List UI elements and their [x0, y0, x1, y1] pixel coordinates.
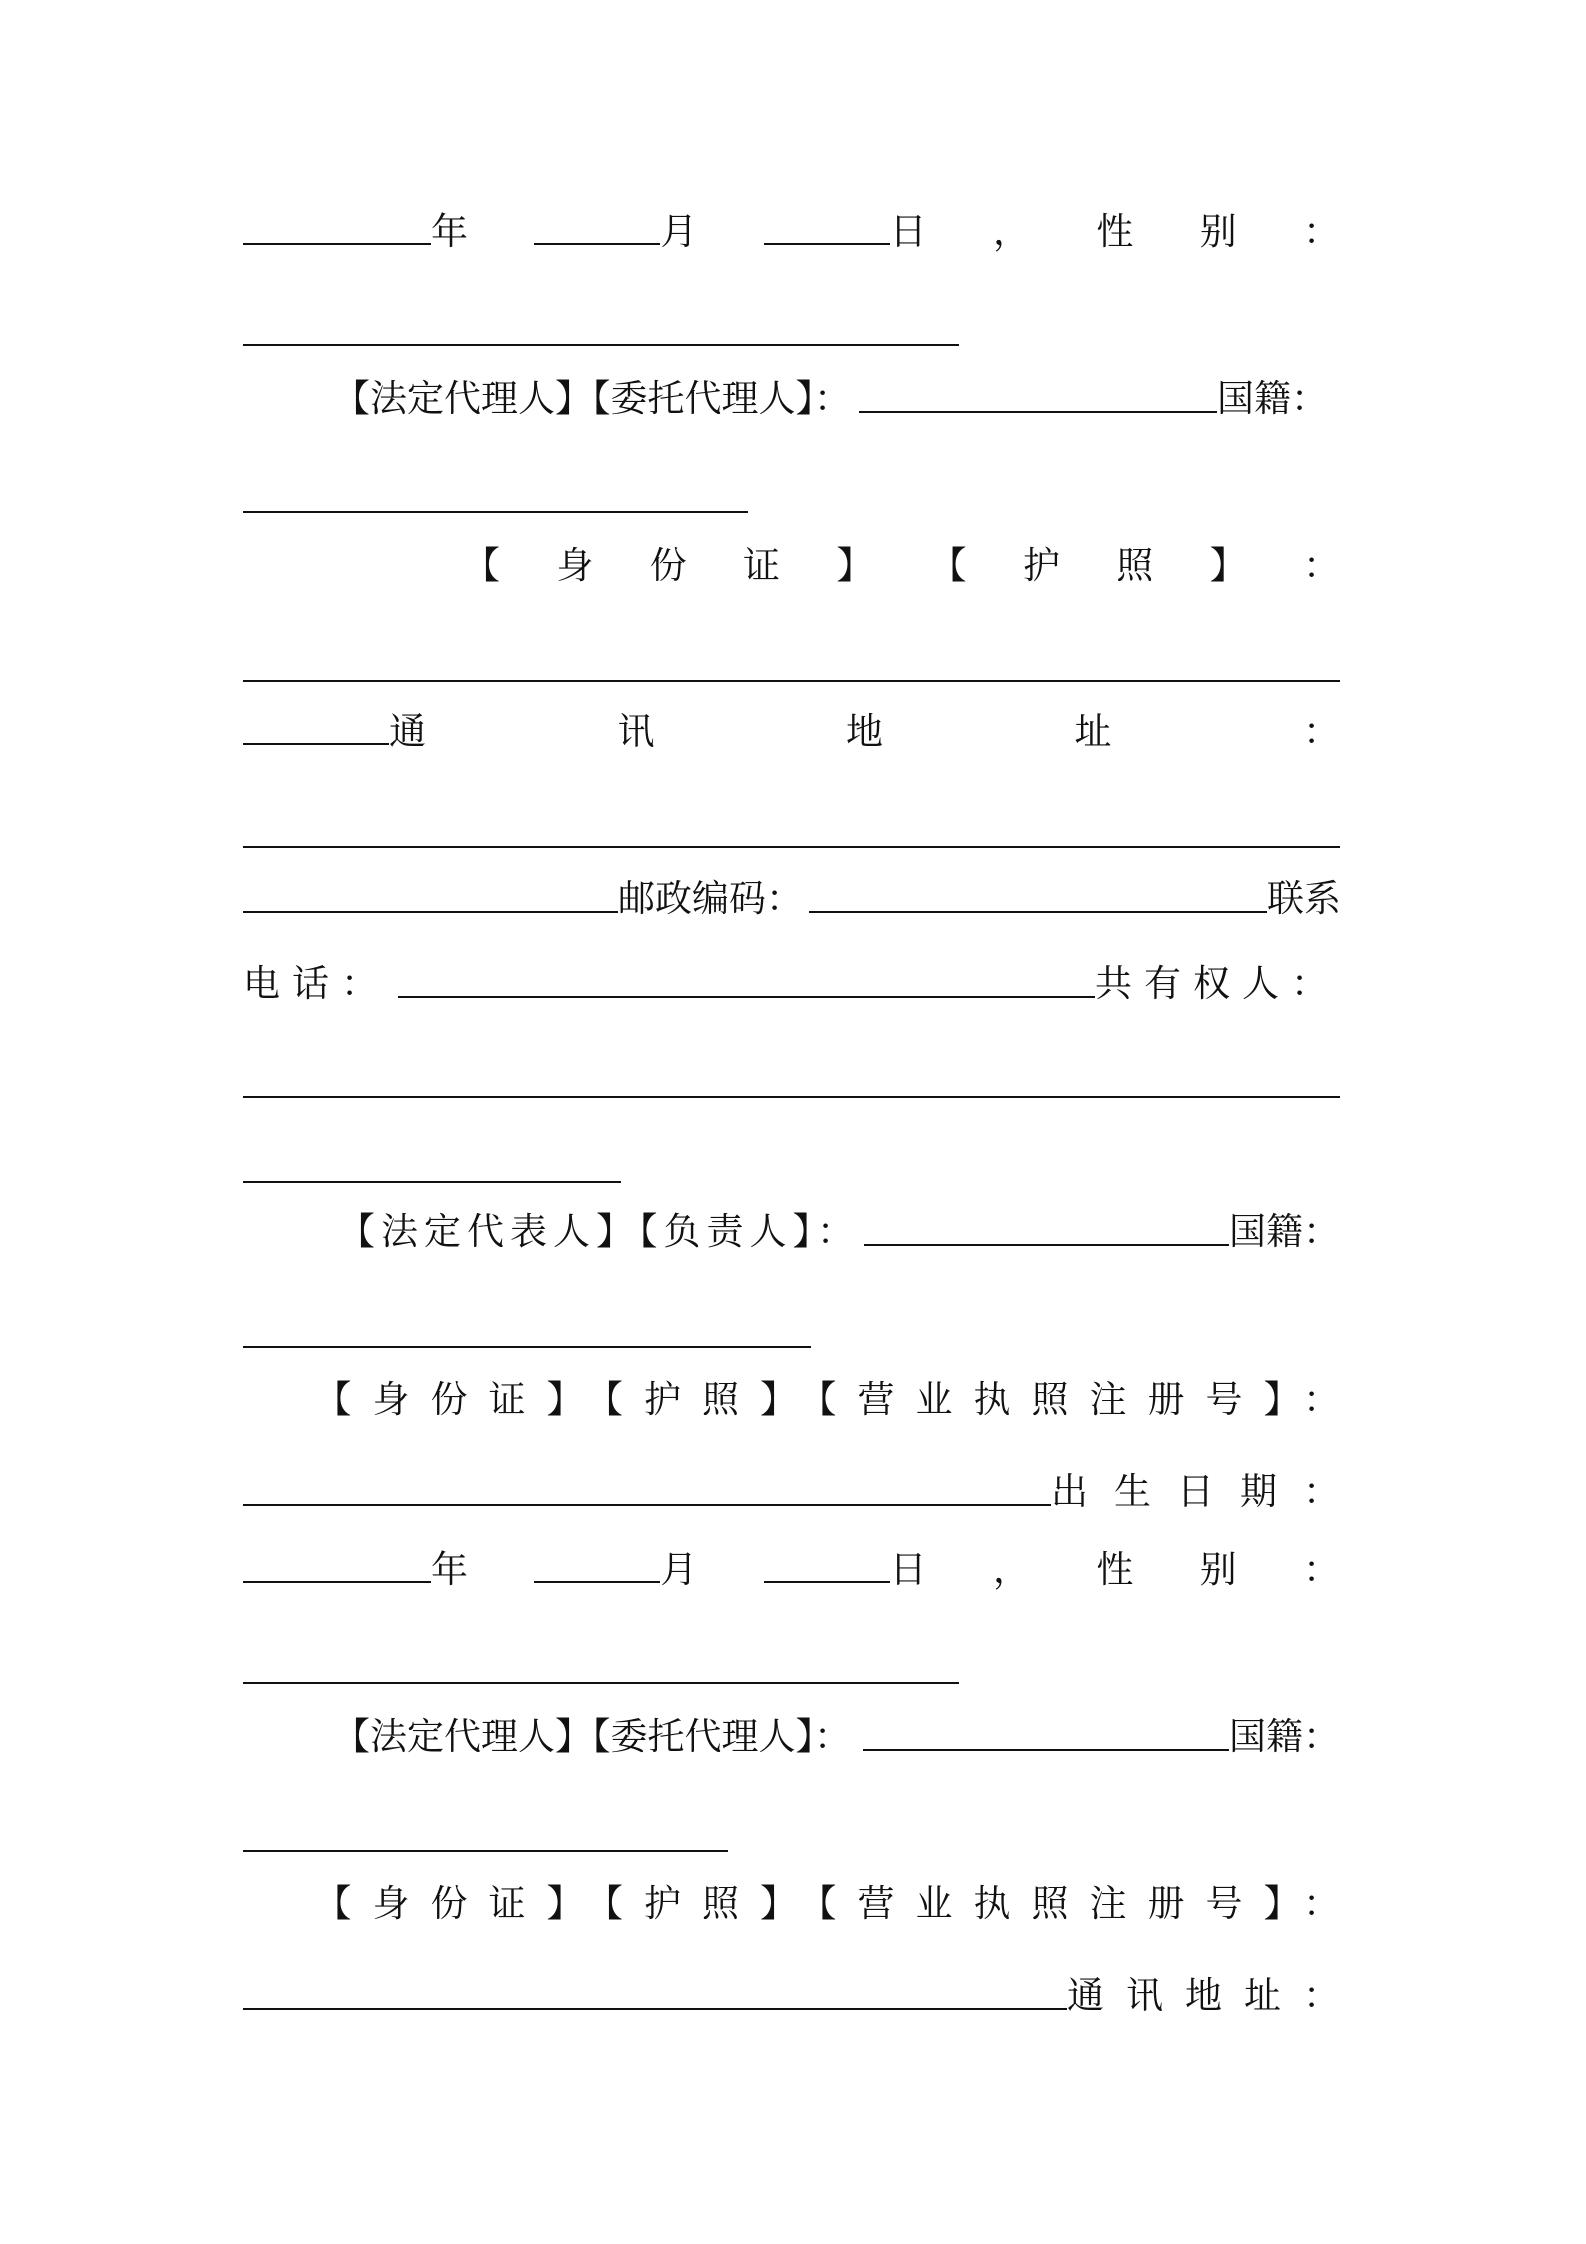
representative-line: [243, 1200, 1340, 1256]
gender-blank-line: [243, 1638, 1340, 1694]
representative-label: 【法定代表人】【负责人】：: [338, 1210, 860, 1253]
nationality-label: 国籍：: [1229, 1715, 1340, 1758]
gender-char: 别: [1199, 210, 1237, 253]
birth-day-blank[interactable]: [764, 1577, 890, 1583]
year-label: 年: [431, 210, 468, 253]
day-label: 日: [889, 210, 927, 253]
nationality-blank-line: [243, 467, 1340, 523]
id-type-line: [243, 534, 1340, 590]
birth-year-blank[interactable]: [243, 1577, 431, 1583]
license-type-label: 【身份证】【护照】【营业执照注册号】：: [314, 1378, 1361, 1421]
address-line: [243, 700, 1340, 756]
postcode-label: 邮政编码：: [618, 877, 803, 920]
nationality-blank-line: [243, 1302, 1340, 1358]
license-type-label: 【身份证】【护照】【营业执照注册号】：: [314, 1882, 1361, 1925]
birth-month-blank[interactable]: [534, 239, 660, 245]
year-label: 年: [431, 1548, 468, 1591]
license-type-line: [243, 1368, 1361, 1424]
license-number-blank[interactable]: [243, 1500, 1051, 1506]
comma: ，: [992, 210, 1030, 253]
month-label: 月: [660, 1548, 698, 1591]
agent-name-blank[interactable]: [863, 1745, 1229, 1751]
id-char: 身: [556, 544, 594, 587]
passport-char: 照: [1116, 544, 1154, 587]
nationality-blank[interactable]: [243, 1846, 728, 1852]
nationality-label: 国籍：: [1229, 1210, 1340, 1253]
license-type-line: [243, 1872, 1361, 1928]
address-char: 址: [1074, 710, 1112, 753]
gender-blank-line: [243, 300, 1340, 356]
co-owner-blank-cont-line: [243, 1137, 1340, 1193]
id-number-blank-cont[interactable]: [243, 739, 389, 745]
birth-day-blank[interactable]: [764, 239, 890, 245]
colon: ：: [1302, 544, 1340, 587]
address-colon: ：: [1303, 710, 1340, 753]
gender-colon: ：: [1302, 210, 1340, 253]
phone-blank[interactable]: [398, 992, 1095, 998]
address-label: 通讯地址：: [1067, 1974, 1362, 2017]
comma: ，: [992, 1548, 1030, 1591]
address-blank-cont[interactable]: [243, 907, 618, 913]
address-char: 地: [846, 710, 883, 753]
co-owner-label: 共有权人：: [1095, 962, 1340, 1005]
agent-line: [243, 1705, 1340, 1761]
nationality-label: 国籍：: [1217, 377, 1328, 420]
id-number-blank[interactable]: [243, 676, 1340, 682]
co-owner-blank-cont[interactable]: [243, 1177, 621, 1183]
co-owner-blank[interactable]: [243, 1092, 1340, 1098]
agent-line: [243, 367, 1340, 423]
phone-label: 电话：: [243, 962, 390, 1005]
agent-name-blank[interactable]: [859, 407, 1217, 413]
gender-blank[interactable]: [243, 1678, 959, 1684]
gender-colon: ：: [1302, 1548, 1340, 1591]
bracket-close: 】: [1209, 544, 1247, 587]
bracket-close: 】: [836, 544, 874, 587]
nationality-blank-line: [243, 1806, 1340, 1862]
address-char: 讯: [617, 710, 655, 753]
agent-label: 【法定代理人】【委托代理人】：: [333, 1715, 851, 1758]
gender-blank[interactable]: [243, 340, 959, 346]
postcode-line: [243, 867, 1359, 923]
agent-label: 【法定代理人】【委托代理人】：: [333, 377, 851, 420]
id-char: 份: [649, 544, 687, 587]
co-owner-blank-line: [243, 1052, 1340, 1108]
address-char: 通: [389, 710, 426, 753]
license-number-blank[interactable]: [243, 2004, 1067, 2010]
bracket-open: 【: [929, 544, 967, 587]
address-blank-line: [243, 802, 1340, 858]
gender-char: 性: [1096, 210, 1134, 253]
month-label: 月: [660, 210, 698, 253]
day-label: 日: [889, 1548, 927, 1591]
contact-label: 联系: [1267, 877, 1341, 920]
representative-blank[interactable]: [864, 1240, 1229, 1246]
bracket-open: 【: [463, 544, 500, 587]
gender-char: 性: [1096, 1548, 1134, 1591]
nationality-blank[interactable]: [243, 507, 748, 513]
passport-char: 护: [1022, 544, 1060, 587]
address-blank[interactable]: [243, 842, 1340, 848]
address-line: [243, 1964, 1362, 2020]
date-gender-line: [243, 1538, 1340, 1594]
birth-date-label: 出生日期：: [1051, 1470, 1366, 1513]
phone-line: [243, 952, 1340, 1008]
id-char: 证: [742, 544, 780, 587]
nationality-blank[interactable]: [243, 1342, 811, 1348]
date-gender-line: [243, 200, 1340, 256]
birth-date-line: [243, 1460, 1366, 1516]
id-number-blank-line: [243, 636, 1340, 692]
postcode-blank[interactable]: [809, 907, 1267, 913]
gender-char: 别: [1199, 1548, 1237, 1591]
birth-month-blank[interactable]: [534, 1577, 660, 1583]
birth-year-blank[interactable]: [243, 239, 431, 245]
